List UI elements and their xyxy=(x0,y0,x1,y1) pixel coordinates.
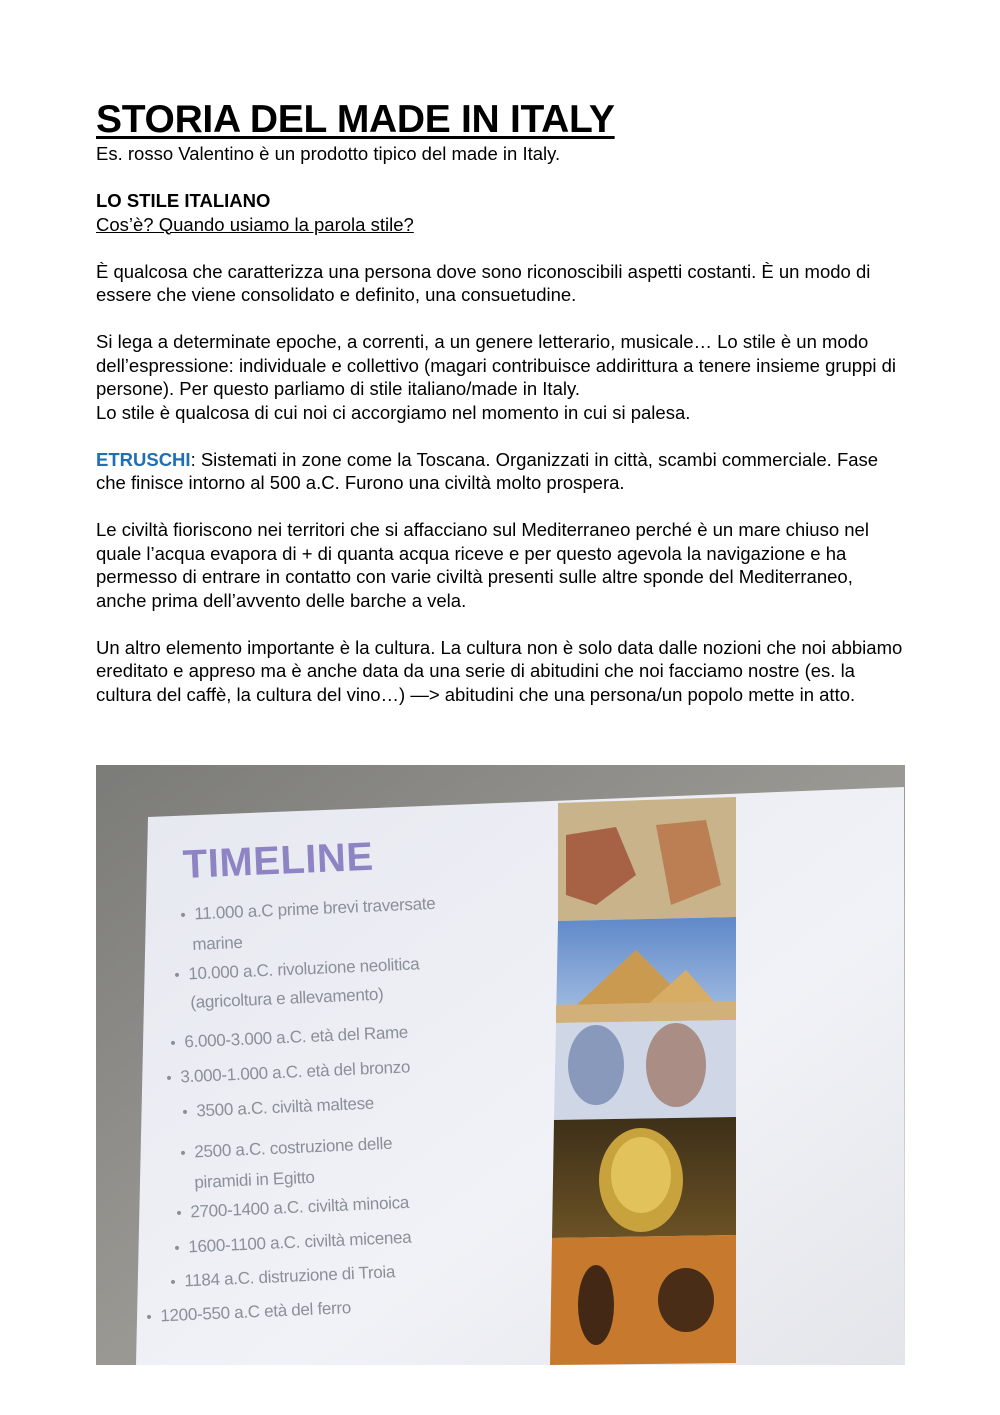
paragraph-style-reveal: Lo stile è qualcosa di cui noi ci accorgiamo nel momento in cui si palesa. xyxy=(96,401,691,423)
timeline-item-text: 6.000-3.000 a.C. età del Rame xyxy=(183,1022,409,1052)
timeline-item xyxy=(176,1193,409,1223)
timeline-item-text: 1600-1100 a.C. civiltà micenea xyxy=(187,1227,412,1257)
bullet-icon: • xyxy=(174,1239,180,1257)
paragraph-etruschi xyxy=(96,448,908,495)
etruschi-text: : Sistemati in zone come la Toscana. Organizzati in città, scambi commerciale. Fase che finisce intorno al 500 a.C. Furono una civiltà molto prospera. xyxy=(96,448,879,493)
timeline-item xyxy=(182,1094,374,1122)
timeline-item-continuation: piramidi in Egitto xyxy=(194,1167,315,1192)
bullet-icon: • xyxy=(176,1204,182,1222)
timeline-title: TIMELINE xyxy=(182,834,375,887)
timeline-item xyxy=(146,1298,351,1327)
timeline-item-text: 1200-550 a.C età del ferro xyxy=(159,1298,352,1326)
bullet-icon: • xyxy=(146,1308,152,1326)
bullet-icon: • xyxy=(166,1069,172,1087)
bullet-icon: • xyxy=(180,1144,186,1162)
timeline-item xyxy=(166,1057,410,1088)
bullet-icon: • xyxy=(182,1103,188,1121)
timeline-item xyxy=(174,1228,412,1258)
document-body xyxy=(96,98,908,706)
slide-text-layer xyxy=(96,765,905,1365)
paragraph-style-definition: È qualcosa che caratterizza una persona dove sono riconoscibili aspetti costanti. È un modo di essere che viene consolidato e definito, una consuetudine. xyxy=(96,260,871,305)
paragraph-style-expression: Si lega a determinate epoche, a correnti, a un genere letterario, musicale… Lo stile è un modo dell’espressione: individuale e collettivo (magari contribuisce addirittura a tenere insieme gruppi di persone). Per questo parliamo di stile italiano/made in Italy. xyxy=(96,331,897,399)
bullet-icon: • xyxy=(180,906,186,924)
section-heading: LO STILE ITALIANO xyxy=(96,190,271,211)
section-question: Cos’è? Quando usiamo la parola stile? xyxy=(96,213,414,235)
timeline-item xyxy=(170,1023,408,1053)
timeline-item xyxy=(180,1134,393,1163)
timeline-item-continuation: (agricoltura e allevamento) xyxy=(190,984,384,1012)
timeline-item-text: 1184 a.C. distruzione di Troia xyxy=(183,1262,396,1291)
bullet-icon: • xyxy=(170,1034,176,1052)
intro-text: Es. rosso Valentino è un prodotto tipico del made in Italy. xyxy=(96,143,561,164)
timeline-item-text: 2700-1400 a.C. civiltà minoica xyxy=(189,1192,410,1222)
paragraph-cultura: Un altro elemento importante è la cultura. La cultura non è solo data dalle nozioni che noi abbiamo ereditato e appreso ma è anche data da una serie di abitudini che noi facciamo nostre (es. la cultura del caffè, la cultura del vino…) —> abitudini che una persona/un popolo mette in atto. xyxy=(96,636,903,705)
timeline-item-text: 10.000 a.C. rivoluzione neolitica xyxy=(187,954,420,984)
bullet-icon: • xyxy=(170,1273,176,1291)
paragraph-mediterraneo: Le civiltà fioriscono nei territori che si affacciano sul Mediterraneo perché è un mare chiuso nel quale l’acqua evapora di + di quanta acqua riceve e per questo agevola la navigazione e ha permesso di entrare in contatto con varie civiltà presenti sulle altre sponde del Mediterraneo, anche prima dell’avvento delle barche a vela. xyxy=(96,519,869,611)
timeline-slide-photo xyxy=(96,765,905,1365)
timeline-item xyxy=(174,954,420,985)
timeline-item xyxy=(170,1262,396,1292)
timeline-item-text: 11.000 a.C prime brevi traversate xyxy=(193,893,436,924)
timeline-item-text: 3500 a.C. civiltà maltese xyxy=(195,1093,375,1121)
document-title: STORIA DEL MADE IN ITALY xyxy=(96,98,615,141)
timeline-item-continuation: marine xyxy=(192,932,243,954)
timeline-item-text: 3.000-1.000 a.C. età del bronzo xyxy=(179,1057,411,1087)
etruschi-label: ETRUSCHI xyxy=(96,448,191,470)
bullet-icon: • xyxy=(174,966,180,984)
timeline-item-text: 2500 a.C. costruzione delle xyxy=(193,1133,393,1162)
timeline-item xyxy=(180,894,436,925)
